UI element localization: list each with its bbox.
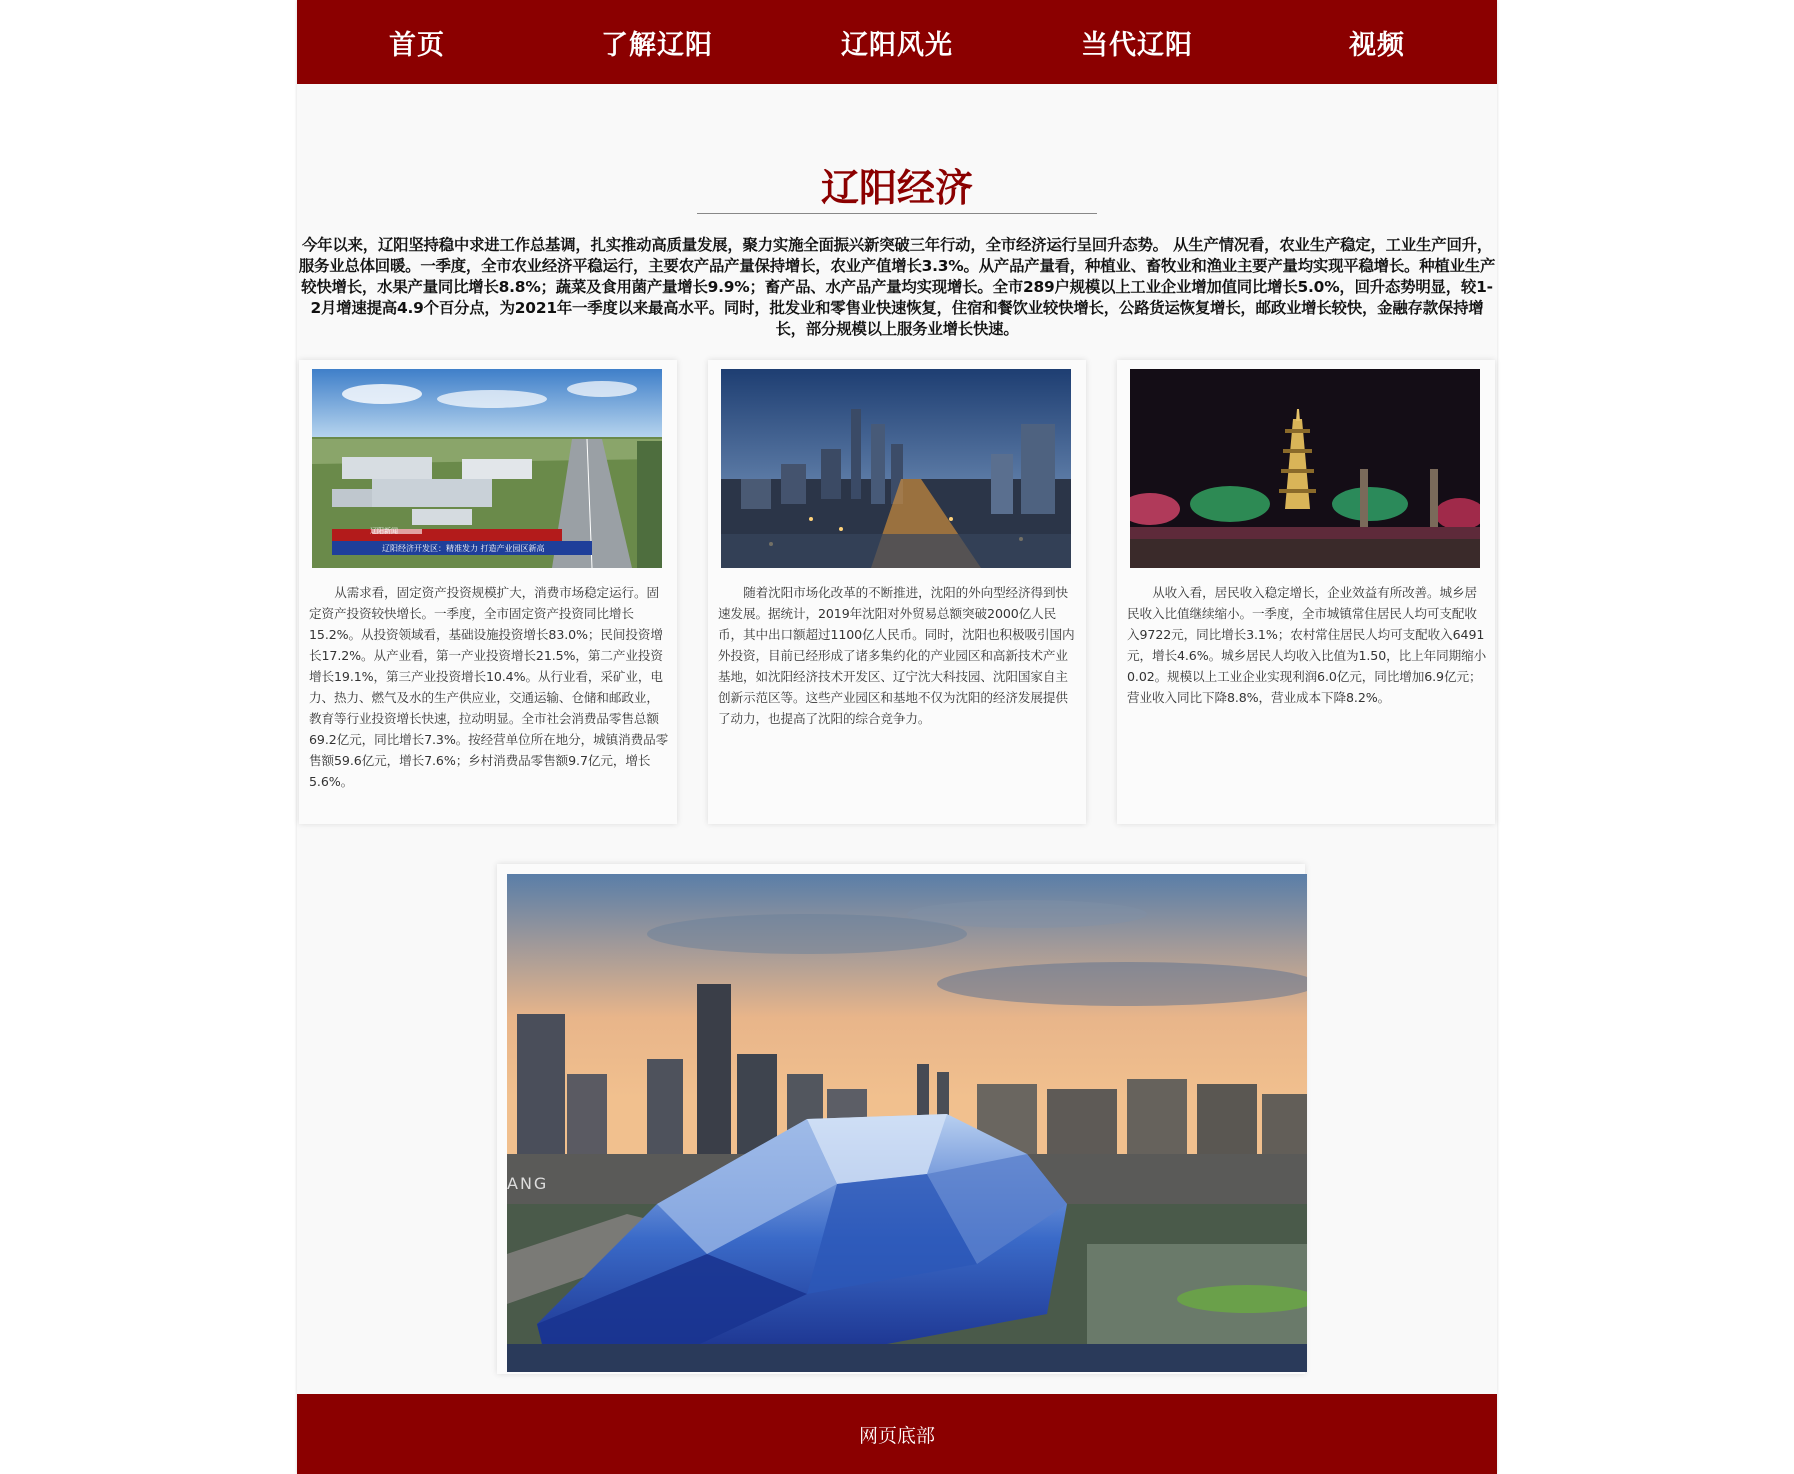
card-foreign-trade xyxy=(708,360,1086,824)
title-divider xyxy=(697,213,1097,214)
nav-item-about[interactable]: 了解辽阳 xyxy=(601,29,713,61)
nav-item-modern[interactable]: 当代辽阳 xyxy=(1081,29,1193,61)
card-image-industrial-park xyxy=(312,369,662,568)
page-container xyxy=(297,0,1497,1474)
card-image-city-skyline xyxy=(721,369,1071,568)
nav-item-home[interactable]: 首页 xyxy=(389,29,445,61)
feature-image-glass-building xyxy=(507,874,1307,1372)
card-income xyxy=(1117,360,1495,824)
section-title-wrap xyxy=(297,162,1497,214)
card-image-pagoda-night xyxy=(1130,369,1480,568)
section-title: 辽阳经济 xyxy=(820,166,973,210)
top-nav xyxy=(297,0,1497,84)
card-investment xyxy=(299,360,677,824)
card-text: 随着沈阳市场化改革的不断推进，沈阳的外向型经济得到快速发展。据统计，2019年沈阳对外贸易总额突破2000亿人民币，其中出口额超过1100亿人民币。同时，沈阳也积极吸引国内外投资，目前已经形成了诸多集约化的产业园区和高新技术产业基地，如沈阳经济技术开发区、辽宁沈大科技园、沈阳国家自主创新示范区等。这些产业园区和基地不仅为沈阳的经济发展提供了动力，也提高了沈阳的综合竞争力。 xyxy=(718,585,1075,726)
nav-item-video[interactable]: 视频 xyxy=(1349,29,1405,61)
footer-label: 网页底部 xyxy=(858,1424,935,1447)
page-footer xyxy=(297,1394,1497,1474)
building-sign-text: ANG xyxy=(507,1174,549,1193)
card-text: 从需求看，固定资产投资规模扩大，消费市场稳定运行。固定资产投资较快增长。一季度，全市固定资产投资同比增长15.2%。从投资领域看，基础设施投资增长83.0%；民间投资增长17.2%。从产业看，第一产业投资增长21.5%，第二产业投资增长19.1%，第三产业投资增长10.4%。从行业看，采矿业，电力、热力、燃气及水的生产供应业，交通运输、仓储和邮政业，教育等行业投资增长快速，拉动明显。全市社会消费品零售总额69.2亿元，同比增长7.3%。按经营单位所在地分，城镇消费品零售额59.6亿元，增长7.6%；乡村消费品零售额9.7亿元，增长5.6%。 xyxy=(309,585,669,789)
nav-item-scenery[interactable]: 辽阳风光 xyxy=(841,29,953,61)
card-text: 从收入看，居民收入稳定增长，企业效益有所改善。城乡居民收入比值继续缩小。一季度，全市城镇常住居民人均可支配收入9722元，同比增长3.1%；农村常住居民人均可支配收入6491元，增长4.6%。城乡居民人均收入比值为1.50，比上年同期缩小0.02。规模以上工业企业实现利润6.0亿元，同比增加6.9亿元；营业收入同比下降8.8%，营业成本下降8.2%。 xyxy=(1127,585,1487,705)
image-caption: 辽阳经济开发区：精准发力 打造产业园区新高 xyxy=(382,544,545,553)
section-intro: 今年以来，辽阳坚持稳中求进工作总基调，扎实推动高质量发展，聚力实施全面振兴新突破三年行动，全市经济运行呈回升态势。 从生产情况看，农业生产稳定，工业生产回升，服务业总体回暖。一季度，全市农业经济平稳运行，主要农产品产量保持增长，农业产值增长3.3%。从产品产量看，种植业、畜牧业和渔业主要产量均实现平稳增长。种植业生产较快增长，水果产量同比增长8.8%；蔬菜及食用菌产量增长9.9%；畜产品、水产品产量均实现增长。全市289户规模以上工业企业增加值同比增长5.0%，回升态势明显，较1-2月增速提高4.9个百分点，为2021年一季度以来最高水平。同时，批发业和零售业快速恢复，住宿和餐饮业较快增长，公路货运恢复增长，邮政业增长较快，金融存款保持增长，部分规模以上服务业增长快速。 xyxy=(298,236,1496,338)
image-caption-top: 辽阳新闻 xyxy=(370,527,398,535)
feature-image-frame xyxy=(497,864,1305,1374)
